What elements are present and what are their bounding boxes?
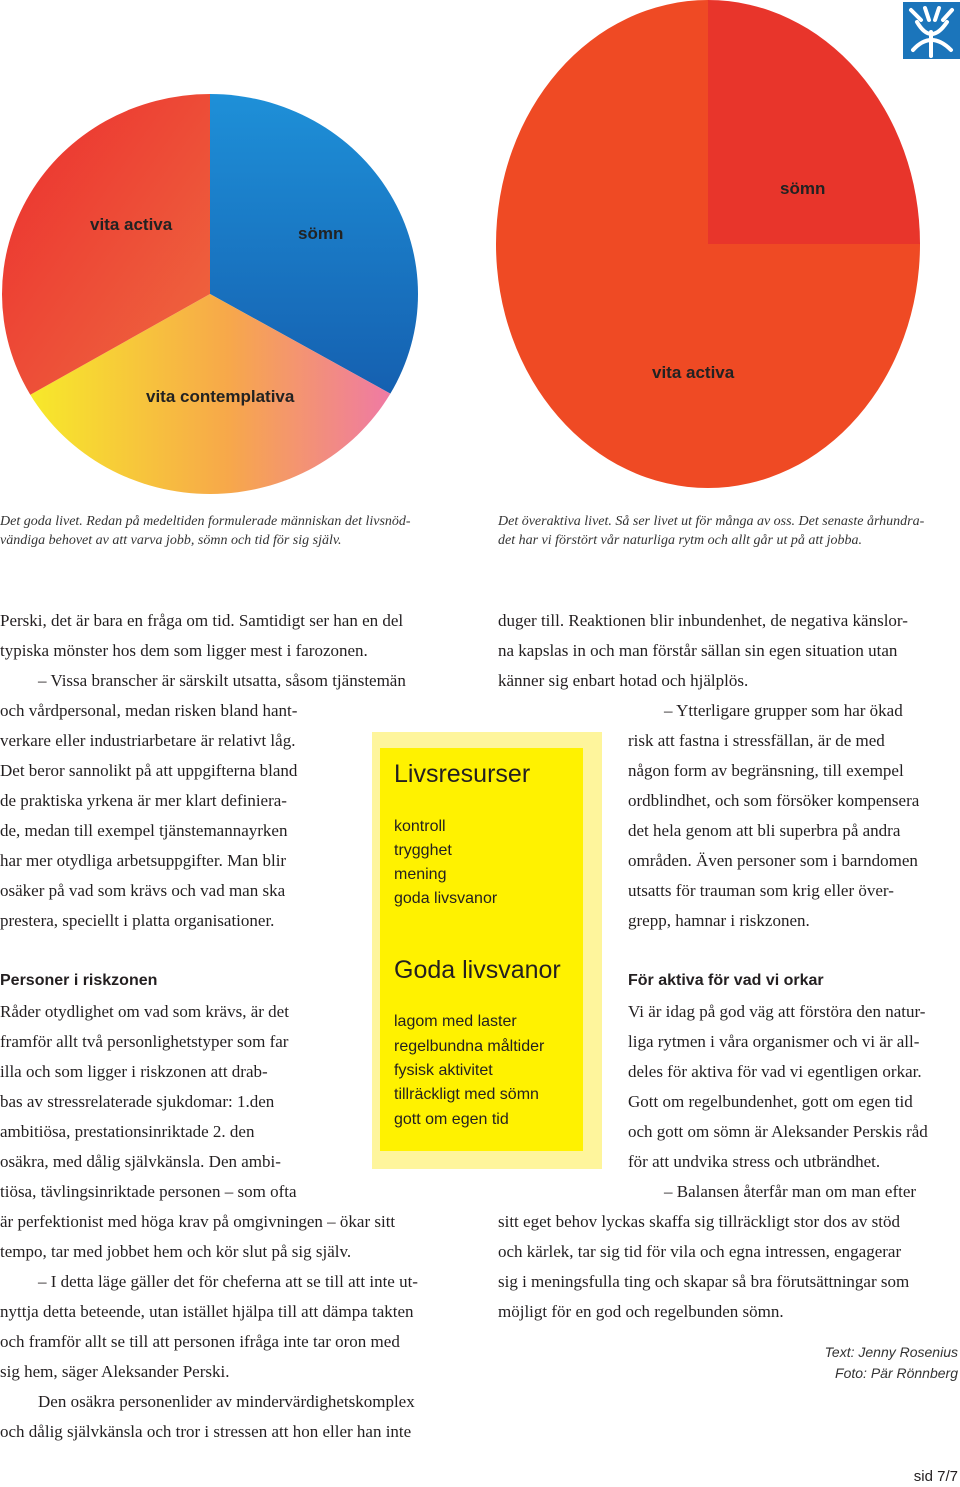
text-line: illa och som ligger i riskzonen att drab- (0, 1062, 268, 1081)
box-item: trygghet (394, 842, 452, 859)
text-line: tiösa, tävlingsinriktade personen – som ofta (0, 1182, 297, 1201)
text-line: områden. Även personer som i barndomen (628, 851, 918, 870)
text-line: risk att fastna i stressfällan, är de med (628, 731, 885, 750)
text-line: och vårdpersonal, medan risken bland hant- (0, 701, 298, 720)
caption-right (498, 512, 924, 550)
text-line: Råder otydlighet om vad som krävs, är det (0, 1002, 289, 1021)
pie-slice-sömn (708, 0, 920, 244)
text-line: osäker på vad som krävs och vad man ska (0, 881, 286, 900)
text-line: typiska mönster hos dem som ligger mest i farozonen. (0, 641, 368, 660)
text-line: – Vissa branscher är särskilt utsatta, såsom tjänstemän (38, 671, 406, 690)
text-line: – I detta läge gäller det för cheferna att se till att inte ut- (38, 1272, 418, 1291)
text-line: det hela genom att bli superbra på andra (628, 821, 901, 840)
text-line: är perfektionist med höga krav på omgivningen – ökar sitt (0, 1212, 396, 1231)
text-line: de praktiska yrkena är mer klart definiera- (0, 791, 287, 810)
text-line: duger till. Reaktionen blir inbundenhet, de negativa känslor- (498, 611, 908, 630)
text-line: osäkra, med dålig självkänsla. Den ambi- (0, 1152, 281, 1171)
text-line: Den osäkra personenlider av mindervärdighetskomplex (38, 1392, 415, 1411)
pie2-label-somn: sömn (780, 179, 826, 198)
text-line: ordblindhet, och som försöker kompensera (628, 791, 920, 810)
pie-chart-overactive-life (494, 0, 924, 490)
text-line: framför allt två personlighetstyper som far (0, 1032, 289, 1051)
text-line: och kärlek, tar sig tid för vila och egna intressen, engagerar (498, 1242, 902, 1261)
text-line: sitt eget behov lyckas skaffa sig tillräckligt stor dos av stöd (498, 1212, 900, 1231)
text-line: tempo, tar med jobbet hem och kör slut på sig själv. (0, 1242, 352, 1261)
text-line: – Ytterligare grupper som har ökad (664, 701, 903, 720)
pie-chart-good-life (0, 94, 420, 494)
text-line: deles för aktiva för vad vi egentligen orkar. (628, 1062, 922, 1081)
text-line: prestera, speciellt i platta organisationer. (0, 911, 275, 930)
text-line: grepp, hamnar i riskzonen. (628, 911, 810, 930)
text-line: för att undvika stress och utbrändhet. (628, 1152, 881, 1171)
text-line: känner sig enbart hotad och hjälplös. (498, 671, 749, 690)
text-line: möjligt för en god och regelbunden sömn. (498, 1302, 784, 1321)
text-line: utsatts för trauman som krig eller över- (628, 881, 894, 900)
text-line: har mer otydliga arbetsuppgifter. Man blir (0, 851, 287, 870)
box-title-livsresurser: Livsresurser (394, 760, 531, 788)
text-line: Vi är idag på god väg att förstöra den natur- (628, 1002, 926, 1021)
caption-left-line: vändiga behovet av att varva jobb, sömn och tid för sig själv. (0, 533, 342, 548)
box-item: mening (394, 866, 447, 883)
text-line: Det beror sannolikt på att uppgifterna bland (0, 761, 298, 780)
pie1-label-vita-activa: vita activa (90, 215, 173, 234)
text-line: nyttja detta beteende, utan istället hjälpa till att dämpa takten (0, 1302, 414, 1321)
text-line: na kapslas in och man förstår sällan sin egen situation utan (498, 641, 898, 660)
text-line: verkare eller industriarbetare är relativt låg. (0, 731, 296, 750)
caption-left-line: Det goda livet. Redan på medeltiden formulerade människan det livsnöd- (0, 514, 411, 529)
box-item: regelbundna måltider (394, 1038, 545, 1055)
text-line: Gott om regelbundenhet, gott om egen tid (628, 1092, 913, 1111)
text-line: Perski, det är bara en fråga om tid. Samtidigt ser han en del (0, 611, 404, 630)
credit-text: Text: Jenny Rosenius (824, 1344, 958, 1360)
text-line: någon form av begränsning, till exempel (628, 761, 904, 780)
box-item: gott om egen tid (394, 1111, 509, 1128)
text-line: sig hem, säger Aleksander Perski. (0, 1362, 230, 1381)
credit-photo: Foto: Pär Rönnberg (835, 1365, 958, 1381)
caption-right-line: det har vi förstört vår naturliga rytm och allt går ut på att jobba. (498, 533, 862, 548)
text-line: bas av stressrelaterade sjukdomar: 1.den (0, 1092, 275, 1111)
box-item: fysisk aktivitet (394, 1062, 493, 1079)
caption-left (0, 512, 411, 550)
text-line: sig i meningsfulla ting och skapar så bra förutsättningar som (498, 1272, 910, 1291)
box-title-goda-livsvanor: Goda livsvanor (394, 956, 561, 984)
section-heading-riskzonen: Personer i riskzonen (0, 972, 158, 989)
box-item: kontroll (394, 818, 446, 835)
box-item: lagom med laster (394, 1013, 517, 1030)
text-line: – Balansen återfår man om man efter (664, 1182, 917, 1201)
text-line: och dålig självkänsla och tror i stressen att hon eller han inte (0, 1422, 412, 1441)
text-line: och framför allt se till att personen ifråga inte tar oron med (0, 1332, 400, 1351)
pie2-label-vita-activa: vita activa (652, 363, 735, 382)
text-line: de, medan till exempel tjänstemannayrken (0, 821, 288, 840)
pie1-label-somn: sömn (298, 224, 344, 243)
caption-right-line: Det överaktiva livet. Så ser livet ut för många av oss. Det senaste århundra- (498, 514, 925, 529)
pie1-label-vita-contemplativa: vita contemplativa (146, 387, 295, 406)
text-line: liga rytmen i våra organismer och vi är all- (628, 1032, 920, 1051)
text-line: och gott om sömn är Aleksander Perskis råd (628, 1122, 928, 1141)
box-item: tillräckligt med sömn (394, 1086, 539, 1103)
section-heading-for-aktiva: För aktiva för vad vi orkar (628, 972, 824, 989)
box-item: goda livsvanor (394, 890, 498, 907)
text-line: ambitiösa, prestationsinriktade 2. den (0, 1122, 255, 1141)
page-number: sid 7/7 (913, 1468, 958, 1485)
